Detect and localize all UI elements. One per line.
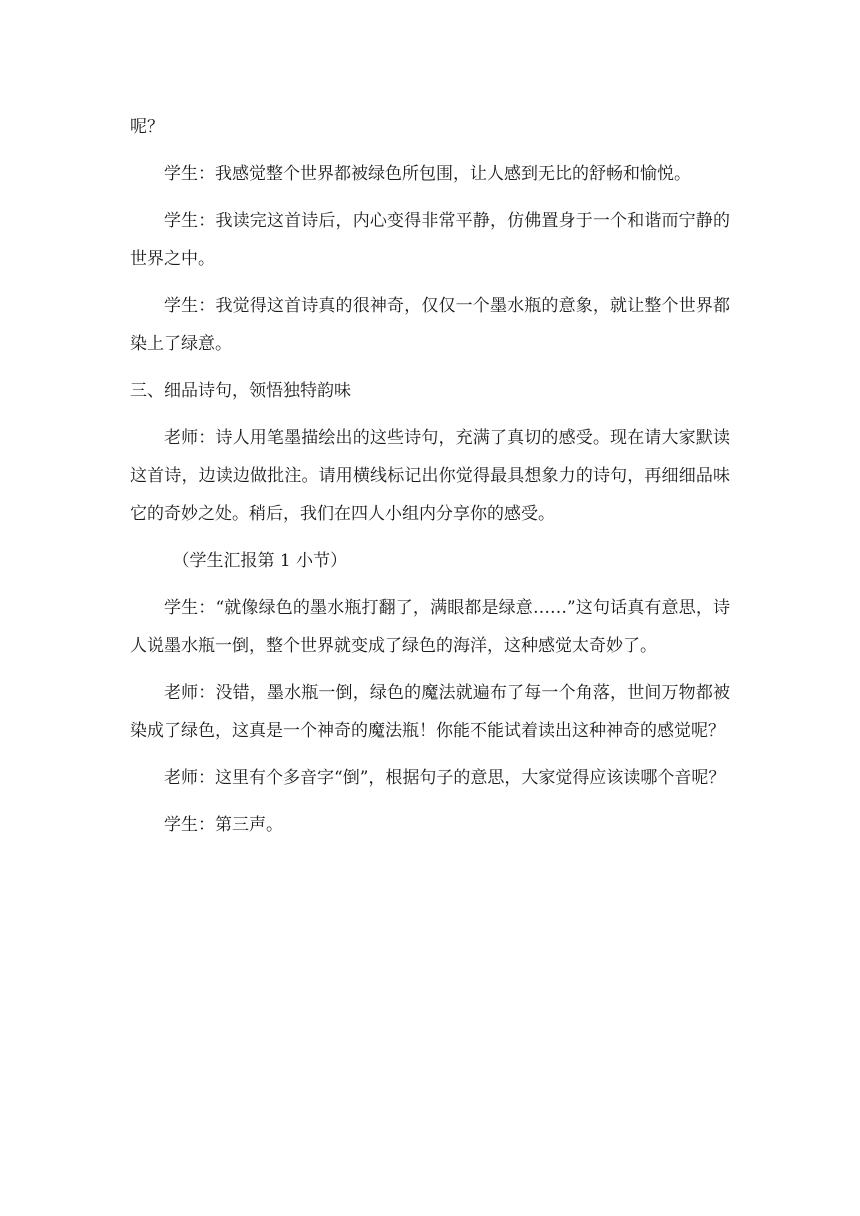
- paragraph-teacher-instruction: 老师：诗人用笔墨描绘出的这些诗句，充满了真切的感受。现在请大家默读这首诗，边读边做批注。请用横线标记出你觉得最具想象力的诗句，再细细品味它的奇妙之处。稍后，我们在四人小组内分享你的感受。: [130, 428, 730, 524]
- paragraph-student-response: 学生：我感觉整个世界都被绿色所包围，让人感到无比的舒畅和愉悦。: [164, 164, 691, 184]
- paragraph-student-response: 学生：我觉得这首诗真的很神奇，仅仅一个墨水瓶的意象，就让整个世界都染上了绿意。: [130, 296, 730, 354]
- paragraph-continuation: 呢？: [130, 117, 164, 137]
- paragraph-stage-note: （学生汇报第 1 小节）: [172, 551, 348, 571]
- document-body: [130, 108, 730, 853]
- section-heading: 三、细品诗句，领悟独特韵味: [130, 381, 351, 401]
- paragraph-teacher-instruction: 老师：没错，墨水瓶一倒，绿色的魔法就遍布了每一个角落，世间万物都被染成了绿色，这真是一个神奇的魔法瓶！你能不能试着读出这种神奇的感觉呢？: [130, 683, 730, 741]
- paragraph-student-response: 学生：第三声。: [164, 815, 283, 835]
- paragraph-student-response: 学生：我读完这首诗后，内心变得非常平静，仿佛置身于一个和谐而宁静的世界之中。: [130, 211, 730, 269]
- paragraph-student-response: 学生：“就像绿色的墨水瓶打翻了，满眼都是绿意……”这句话真有意思，诗人说墨水瓶一倒，整个世界就变成了绿色的海洋，这种感觉太奇妙了。: [130, 598, 730, 656]
- paragraph-teacher-instruction: 老师：这里有个多音字“倒”，根据句子的意思，大家觉得应该读哪个音呢？: [164, 768, 726, 788]
